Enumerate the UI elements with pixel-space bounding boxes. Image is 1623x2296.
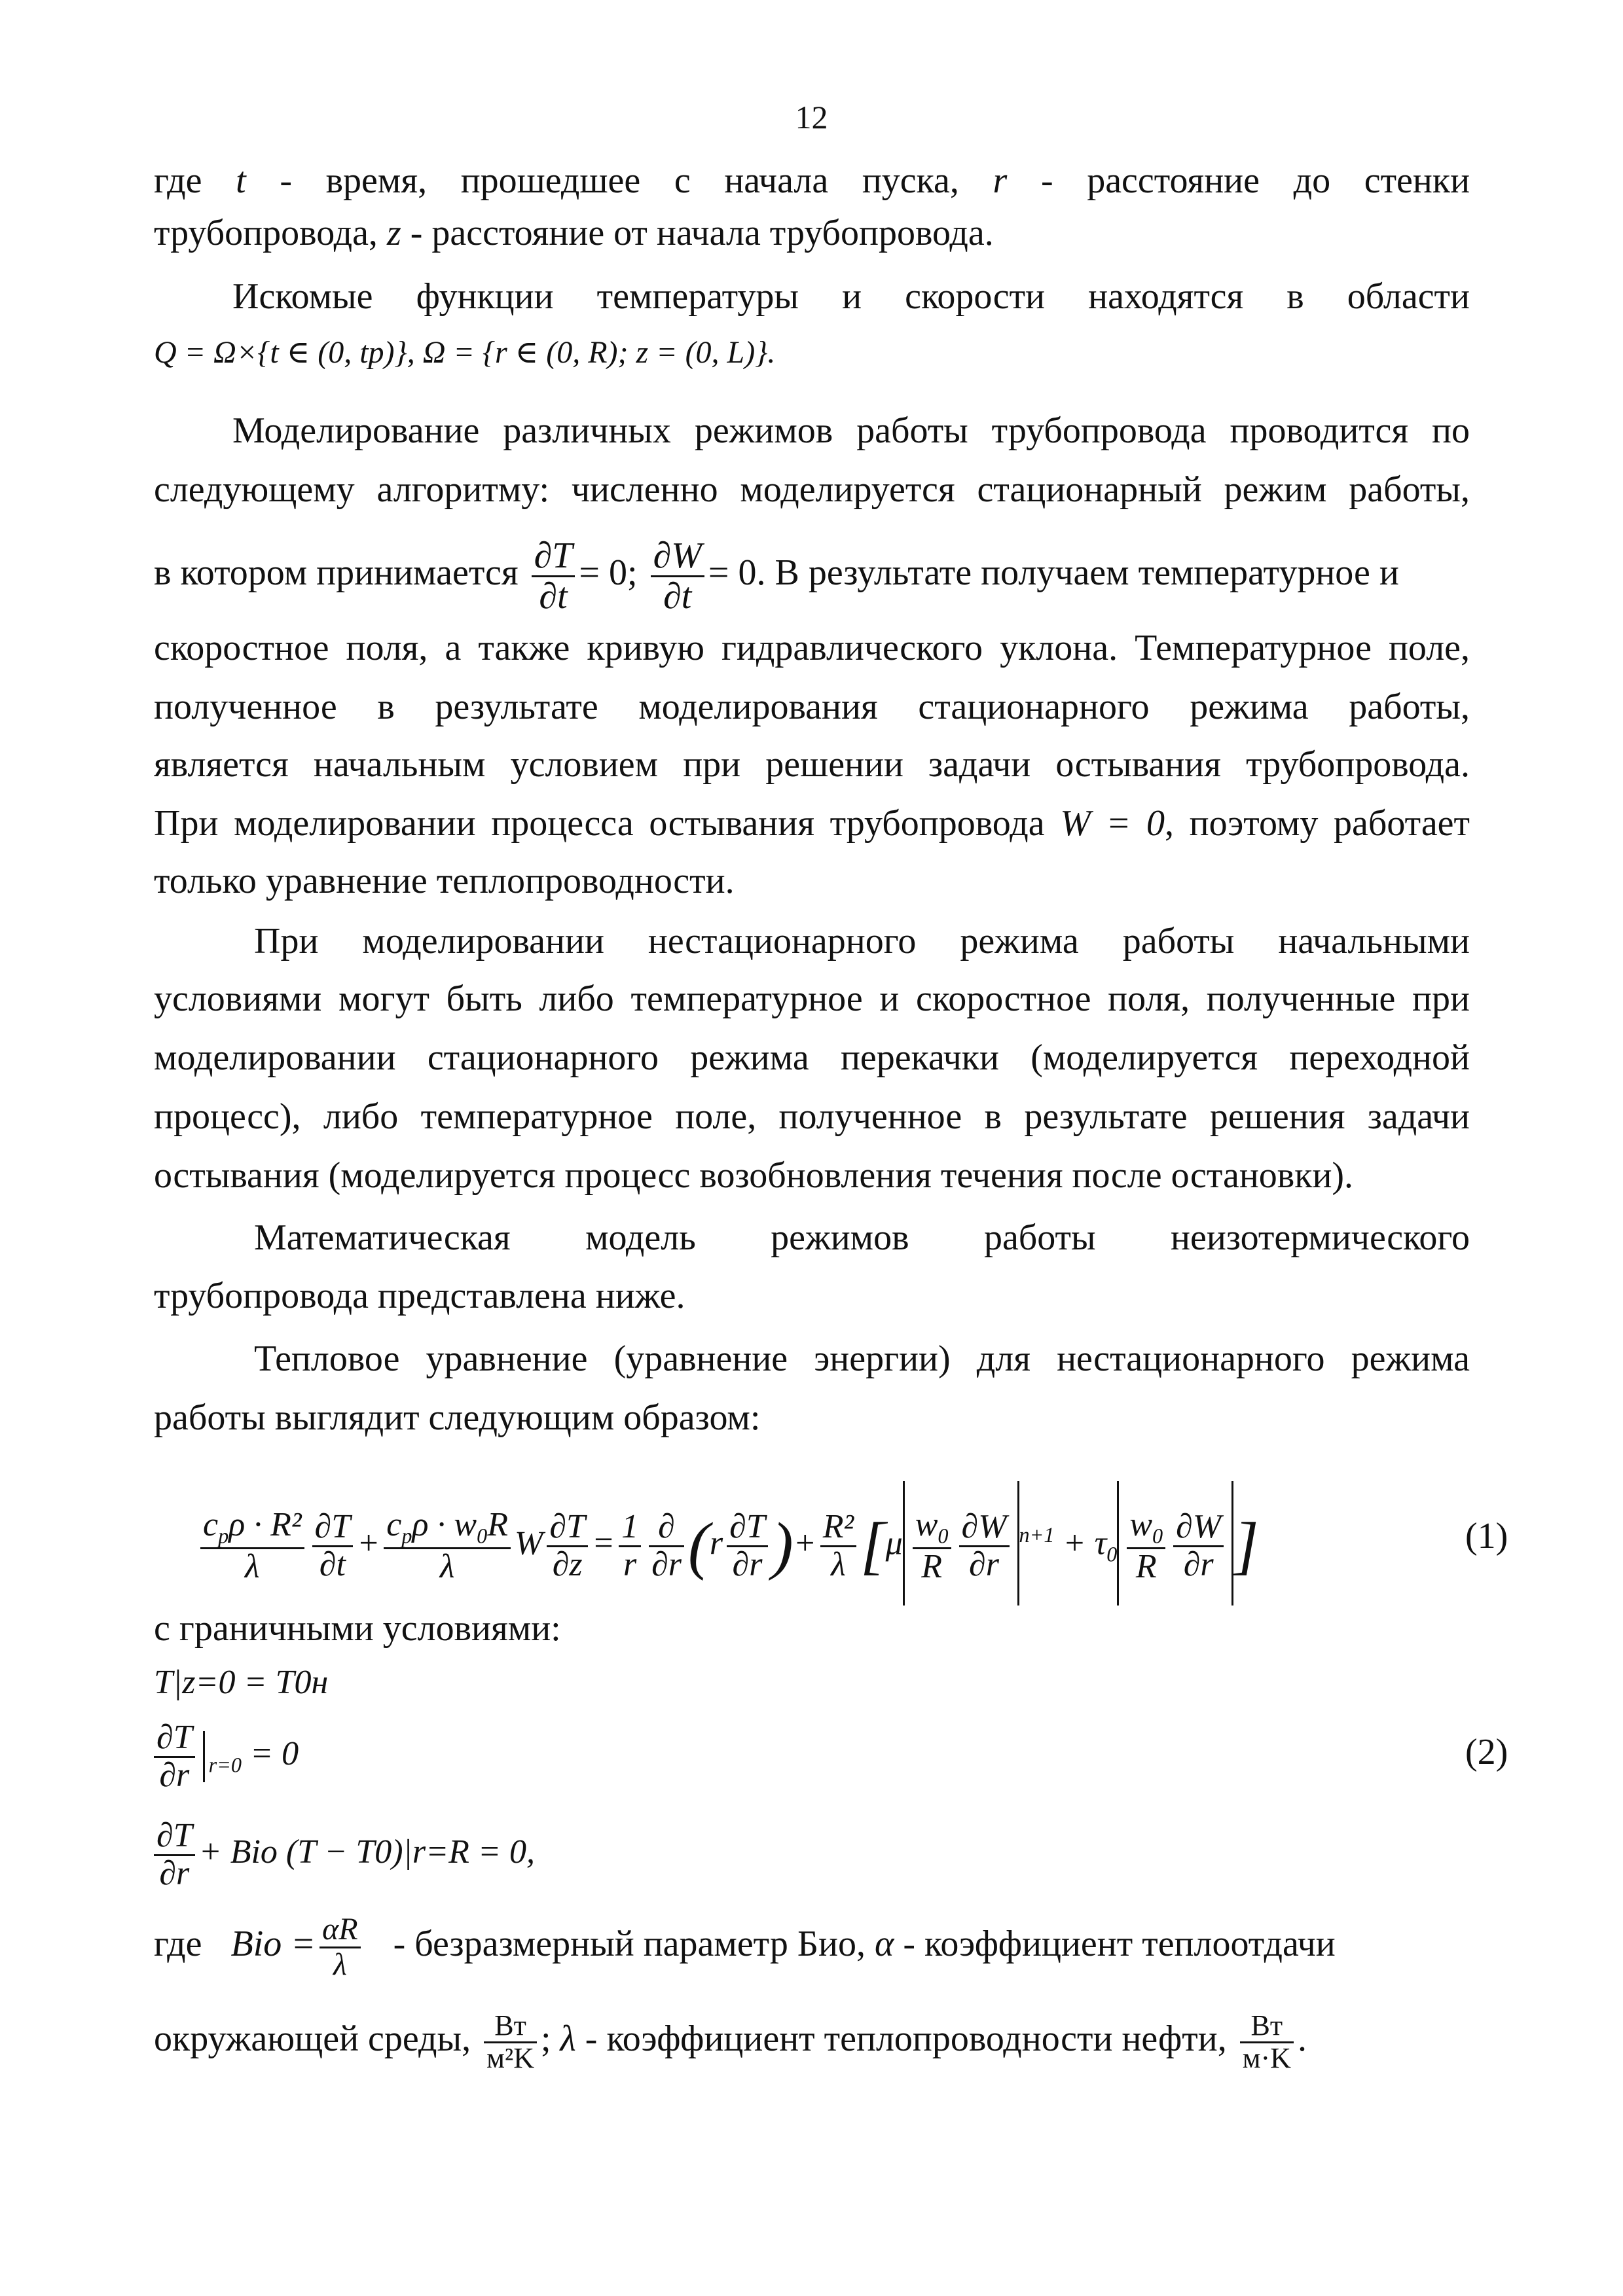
text-line: Искомые функции температуры и скорости находятся в области (232, 276, 1470, 317)
text-line: где t - время, прошедшее с начала пуска, r - расстояние до стенки (154, 160, 1470, 201)
equation-number-1: (1) (1465, 1516, 1508, 1556)
boundary-condition-1: T|z=0 = T0н (154, 1664, 329, 1701)
text-line: скоростное поля, а также кривую гидравлического уклона. Температурное поле, (154, 628, 1470, 668)
domain-formula: Q = Ω×{t ∈ (0, tp)}, Ω = {r ∈ (0, R); z = (0, L)}. (154, 335, 776, 370)
text-line-units: окружающей среды, $\frac{Вт}{\text{м²K}}$ ; λ - коэффициент теплопроводности нефти, $\frac{Вт}{м\cdot K}$ . (154, 2009, 1307, 2074)
boundary-condition-2: $\frac{\partial T}{\partial r}$ $_{r=0}$ = 0 (154, 1708, 1470, 1800)
text-line: полученное в результате моделирования стационарного режима работы, (154, 687, 1470, 727)
text-line: только уравнение теплопроводности. (154, 861, 735, 901)
text-line: остывания (моделируется процесс возобновления течения после остановки). (154, 1155, 1354, 1196)
text-line: Моделирование различных режимов работы трубопровода проводится по (232, 410, 1470, 451)
text-line: Тепловое уравнение (уравнение энергии) для нестационарного режима (254, 1338, 1470, 1379)
text-line-derivatives: в котором принимается $\frac{\partial T}{\partial t}$ = 0; $\frac{\partial W}{\partial t}$ = 0. В результате получаем температурное и (154, 535, 1399, 617)
text-line: При моделировании нестационарного режима работы начальными (254, 921, 1470, 961)
boundary-condition-3: $\frac{\partial T}{\partial r}$ + Bio (T − T0)|r=R = 0, (154, 1806, 1470, 1898)
text-line: Математическая модель режимов работы неизотермического (254, 1217, 1470, 1258)
text-line: моделировании стационарного режима перекачки (моделируется переходной (154, 1037, 1470, 1078)
energy-equation: $\frac{c_p\rho \cdot R^2}{\lambda}$ $\frac{\partial T}{\partial t}$ + $\frac{c_p\rho \cdot w_0R}{\lambda}$ W $\frac{\partial T}{\partial z}$ = $\frac{1}{r}$ $\frac{\partial}{\partial r}$ (r $\frac{\partial T}{\partial r}$ )+ $\frac{\text{R²}}{\lambda}$ [μ $\frac{w_0}{R}$ $\frac{\partial W}{\partial r}$ $^{n+1} + \tau_0$ $\frac{w_0}{R}$ $\frac{\partial W}{\partial r}$ ] (196, 1473, 1440, 1597)
text-line: При моделировании процесса остывания трубопровода W = 0, поэтому работает (154, 803, 1470, 844)
text-line: трубопровода представлена ниже. (154, 1276, 685, 1316)
dW-dt-fraction: $\frac{\partial W}{\partial t}$ (651, 537, 704, 616)
text-line: является начальным условием при решении задачи остывания трубопровода. (154, 744, 1470, 785)
text-line: следующему алгоритму: численно моделируется стационарный режим работы, (154, 469, 1470, 510)
text-line: трубопровода, z - расстояние от начала трубопровода. (154, 213, 994, 253)
text-line: условиями могут быть либо температурное и скоростное поля, полученные при (154, 978, 1470, 1019)
dT-dt-fraction: $\frac{\partial T}{\partial t}$ (532, 537, 575, 616)
text-line: процесс), либо температурное поле, полученное в результате решения задачи (154, 1096, 1470, 1137)
text-line: с граничными условиями: (154, 1608, 561, 1649)
equation-number-2: (2) (1465, 1732, 1508, 1772)
text-line: работы выглядит следующим образом: (154, 1397, 761, 1438)
text-line-bio: где Bio = $\frac{\alpha R}{\lambda}$ - безразмерный параметр Био, α - коэффициент теплоотдачи (154, 1912, 1336, 1982)
page-number: 12 (795, 99, 828, 135)
